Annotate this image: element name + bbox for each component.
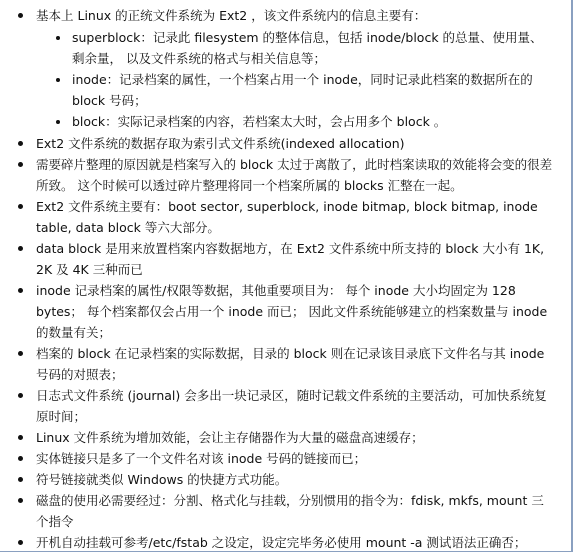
list-item: 需要碎片整理的原因就是档案写入的 block 太过于离散了，此时档案读取的效能将会变的很差所致。 这个时候可以透过碎片整理将同一个档案所属的 blocks 汇整在一起。 — [16, 154, 553, 196]
list-item: Ext2 文件系统主要有：boot sector, superblock, inode bitmap, block bitmap, inode table, data block 等六大部分。 — [16, 196, 553, 238]
sub-bullet-list — [36, 27, 553, 132]
list-item: 开机自动挂载可参考/etc/fstab 之设定，设定完毕务必使用 mount -a 测试语法正确否； — [16, 532, 553, 553]
list-item: 磁盘的使用必需要经过：分割、格式化与挂载，分别惯用的指令为：fdisk, mkfs, mount 三个指令 — [16, 490, 553, 532]
bullet-list — [16, 5, 553, 553]
list-item: 档案的 block 在记录档案的实际数据，目录的 block 则在记录该目录底下文件名与其 inode 号码的对照表； — [16, 343, 553, 385]
list-item: 实体链接只是多了一个文件名对该 inode 号码的链接而已； — [16, 448, 553, 469]
sub-list-item: superblock：记录此 filesystem 的整体信息，包括 inode/block 的总量、使用量、剩余量， 以及文件系统的格式与相关信息等； — [36, 27, 553, 69]
list-item: inode 记录档案的属性/权限等数据，其他重要项目为： 每个 inode 大小均固定为 128 bytes； 每个档案都仅会占用一个 inode 而已； 因此文件系统能够建立的档案数量与 inode 的数量有关； — [16, 280, 553, 343]
list-item — [16, 5, 553, 132]
list-item: 日志式文件系统 (journal) 会多出一块记录区，随时记载文件系统的主要活动，可加快系统复原时间； — [16, 385, 553, 427]
sub-list-item: block：实际记录档案的内容，若档案太大时，会占用多个 block 。 — [36, 111, 553, 132]
list-item: data block 是用来放置档案内容数据地方，在 Ext2 文件系统中所支持的 block 大小有 1K, 2K 及 4K 三种而已 — [16, 238, 553, 280]
sub-list-item: inode：记录档案的属性，一个档案占用一个 inode，同时记录此档案的数据所在的 block 号码； — [36, 69, 553, 111]
list-item: Ext2 文件系统的数据存取为索引式文件系统(indexed allocation) — [16, 133, 553, 154]
list-item-text: 基本上 Linux 的正统文件系统为 Ext2 ，该文件系统内的信息主要有： — [36, 8, 427, 23]
list-item: Linux 文件系统为增加效能，会让主存储器作为大量的磁盘高速缓存； — [16, 427, 553, 448]
list-item: 符号链接就类似 Windows 的快捷方式功能。 — [16, 469, 553, 490]
